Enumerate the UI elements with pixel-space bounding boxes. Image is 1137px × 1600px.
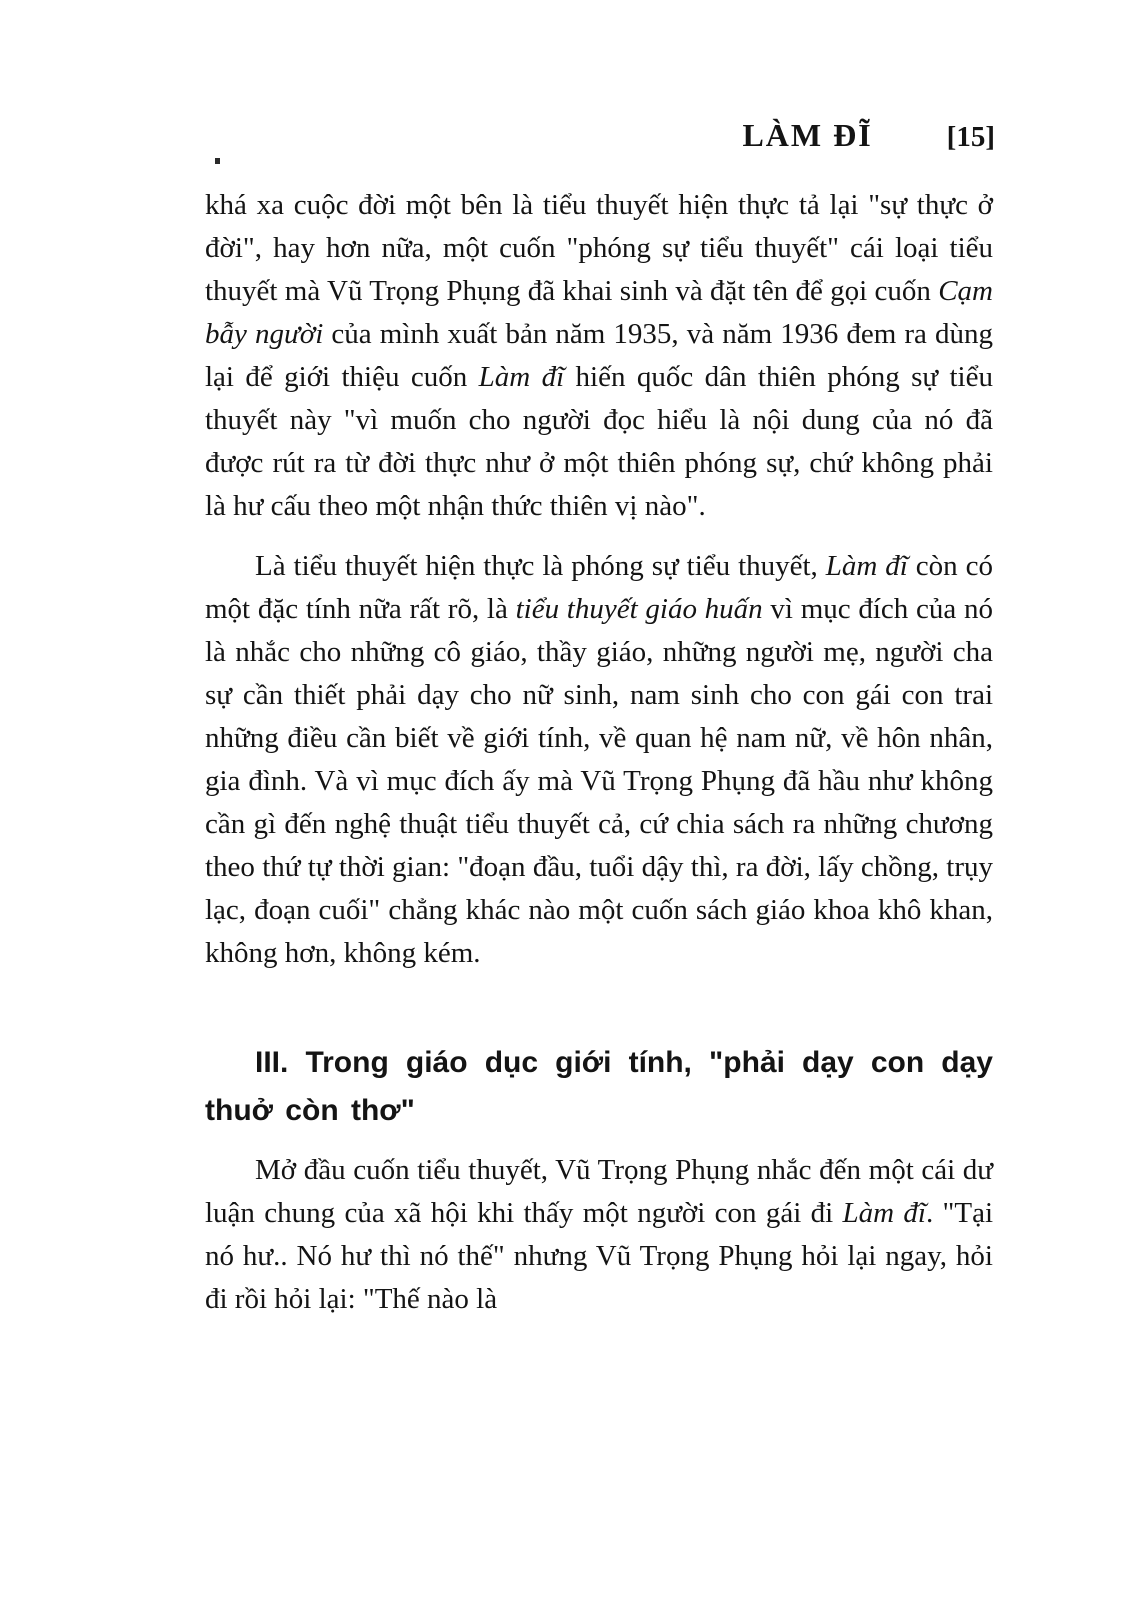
- ink-speck-artifact: [215, 158, 220, 164]
- page-number: [15]: [946, 121, 995, 153]
- running-head: [205, 117, 995, 154]
- text-block: [205, 184, 993, 1321]
- text-run: còn có một đặc tính nữa rất rõ, là: [205, 550, 993, 625]
- italic-run: Làm đĩ: [825, 550, 908, 582]
- text-run: . "Tại nó hư.. Nó hư thì nó thế" nhưng Vũ Trọng Phụng hỏi lại ngay, hỏi đi rồi hỏi lại: "Thế nào là: [205, 1197, 993, 1315]
- italic-run: Làm đĩ: [478, 361, 565, 393]
- italic-run: Làm đĩ: [842, 1197, 926, 1229]
- text-run: khá xa cuộc đời một bên là tiểu thuyết hiện thực tả lại "sự thực ở đời", hay hơn nữa, một cuốn "phóng sự tiểu thuyết" cái loại tiểu thuyết mà Vũ Trọng Phụng đã khai sinh và đặt tên để gọi cuốn: [205, 189, 993, 307]
- paragraph: [205, 184, 993, 528]
- text-run: Mở đầu cuốn tiểu thuyết, Vũ Trọng Phụng nhắc đến một cái dư luận chung của xã hội khi thấy một người con gái đi: [205, 1154, 993, 1229]
- text-run: hiến quốc dân thiên phóng sự tiểu thuyết này "vì muốn cho người đọc hiểu là nội dung của nó đã được rút ra từ đời thực như ở một thiên phóng sự, chứ không phải là hư cấu theo một nhận thức thiên vị nào".: [205, 361, 993, 522]
- text-run: của mình xuất bản năm 1935, và năm 1936 đem ra dùng lại để giới thiệu cuốn: [205, 318, 993, 393]
- text-run: III. Trong giáo dục giới tính, "phải dạy con dạy thuở còn thơ": [205, 1046, 993, 1127]
- paragraph: [205, 1149, 993, 1321]
- text-run: vì mục đích của nó là nhắc cho những cô giáo, thầy giáo, những người mẹ, người cha sự cần thiết phải dạy cho nữ sinh, nam sinh cho con gái con trai những điều cần biết về giới tính, về quan hệ nam nữ, về hôn nhân, gia đình. Và vì mục đích ấy mà Vũ Trọng Phụng đã hầu như không cần gì đến nghệ thuật tiểu thuyết cả, cứ chia sách ra những chương theo thứ tự thời gian: "đoạn đầu, tuổi dậy thì, ra đời, lấy chồng, trụy lạc, đoạn cuối" chẳng khác nào một cuốn sách giáo khoa khô khan, không hơn, không kém.: [205, 593, 993, 969]
- italic-run: tiểu thuyết giáo huấn: [515, 593, 763, 625]
- italic-run: Cạm bẫy người: [205, 275, 993, 350]
- text-run: Là tiểu thuyết hiện thực là phóng sự tiểu thuyết,: [255, 550, 826, 582]
- book-title-header: LÀM ĐĨ: [742, 117, 873, 153]
- paragraph: [205, 545, 993, 975]
- section-heading: [205, 1039, 993, 1135]
